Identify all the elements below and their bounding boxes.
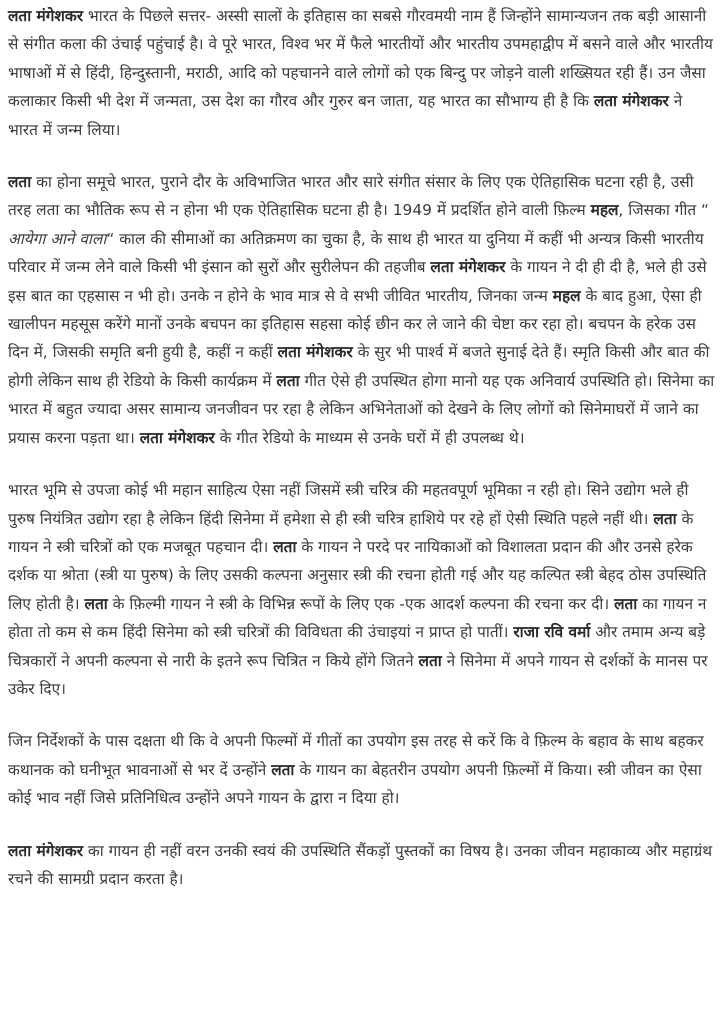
text-run: और तमाम अन्य बड़े चित्रकारों ने अपनी कल्पना से नारी के इतने रूप चित्रित न किये होंगे जितने (8, 623, 706, 670)
bold-phrase: लता (273, 537, 297, 556)
text-run: का गायन ही नहीं वरन उनकी स्वयं की उपस्थिति सैंकड़ों पुस्तकों का विषय है। उनका जीवन महाकाव्य और महाग्रंथ रचने की सामग्री प्रदान करता है। (8, 841, 713, 888)
bold-phrase: लता मंगेशकर (139, 428, 215, 447)
bold-phrase: लता (84, 594, 108, 613)
bold-phrase: महल (552, 286, 581, 305)
bold-phrase: राजा रवि वर्मा (513, 623, 591, 642)
text-run: , जिसका गीत “ (618, 201, 710, 220)
text-run: के गायन ने स्त्री चरित्रों को एक मजबूत पहचान दी। (8, 509, 694, 556)
bold-phrase: लता (276, 371, 300, 390)
text-run: के बाद हुआ, ऐसा ही खालीपन महसूस करेंगे मानों उनके बचपन का इतिहास सहसा कोई छीन कर ले जाने की चेष्टा कर रहा हो। बचपन के हरेक उस दिन में, जिसकी समृति बनी हुयी है, कहीं न कहीं (8, 286, 702, 362)
text-run: के गायन ने परदे पर नायिकाओं को विशालता प्रदान की और उनसे हरेक दर्शक या श्रोता (स्त्री या पुरुष) के लिए उसकी कल्पना अनुसार स्त्री की रचना होती गई और यह कल्पित स्त्री बेहद ठोस उपस्थिति लिए होती है। (8, 537, 707, 613)
text-run: के सुर भी पार्श्व में बजते सुनाई देते हैं। स्मृति किसी और बात की होगी लेकिन साथ ही रेडियो के किसी कार्यक्रम में (8, 343, 710, 390)
text-run: के गीत रेडियो के माध्यम से उनके घरों में ही उपलब्ध थे। (214, 428, 525, 447)
text-run: “ काल की सीमाओं का अतिक्रमण का चुका है, के साथ ही भारत या दुनिया में कहीं भी अन्यत्र किसी भारतीय परिवार में जन्म लेने वाले किसी भी इंसान को सुरों और सुरीलेपन की तहजीब (8, 229, 704, 277)
text-run: गीत ऐसे ही उपस्थित होगा मानो यह एक अनिवार्य उपस्थिति हो। सिनेमा का भारत में बहुत ज्यादा असर सामान्य जनजीवन पर रहा है लेकिन अभिनेताओं को देखने के लिए लोगों को सिनेमाघरों में जाने का प्रयास करना पड़ता था। (8, 371, 715, 447)
text-run: भारत के पिछले सत्तर- अस्सी सालों के इतिहास का सबसे गौरवमयी नाम हैं जिन्होंने सामान्यजन तक बड़ी आसानी से संगीत कला की उंचाई पहुंचाई है। वे पूरे भारत, विश्व भर में फैले भारतीयों और भारतीय उपमहाद्वीप में बसने वाले और भारतीय भाषाओं में से हिंदी, हिन्दुस्तानी, मराठी, आदि को पहचानने वाले लोगों को एक बिन्दु पर जोड़ने वाली शख्सियत रही हैं। उन जैसा कलाकार किसी भी देश में जन्मता, उस देश का गौरव और गुरुर बन जाता, यह भारत का सौभाग्य ही है कि (8, 7, 713, 111)
paragraph-lata-history (8, 168, 717, 452)
text-run: के गायन का बेहतरीन उपयोग अपनी फ़िल्मों में किया। स्त्री जीवन का ऐसा कोई भाव नहीं जिसे प्रतिनिधित्व उन्होंने अपने गायन के द्वारा न दिया हो। (8, 760, 702, 808)
text-run: का होना समूचे भारत, पुराने दौर के अविभाजित भारत और सारे संगीत संसार के लिए एक ऐतिहासिक घटना रही है, उसी तरह लता का भौतिक रूप से न होना भी एक ऐतिहासिक घटना ही है। 1949 में प्रदर्शित होने वाली फ़िल्म (8, 173, 694, 220)
bold-phrase: लता (8, 173, 32, 192)
bold-phrase: लता मंगेशकर (8, 841, 84, 860)
paragraph-intro (8, 2, 717, 144)
text-run: का गायन न होता तो कम से कम हिंदी सिनेमा को स्त्री चरित्रों की विविधता की उंचाइयां न प्राप्त हो पातीं। (8, 594, 707, 642)
bold-phrase: महल (590, 201, 619, 220)
bold-phrase: लता मंगेशकर (593, 92, 669, 111)
text-run: के गायन ने दी ही दी है, भले ही उसे इस बात का एहसास न भी हो। उनके न होने के भाव मात्र से वे सभी जीवित भारतीय, जिनका जन्म (8, 258, 707, 305)
paragraph-female-characters (8, 476, 717, 703)
paragraph-directors (8, 727, 717, 812)
bold-phrase: लता मंगेशकर (277, 343, 353, 362)
bold-phrase: लता मंगेशकर (8, 7, 84, 25)
bold-phrase: लता (418, 651, 442, 670)
text-run: भारत भूमि से उपजा कोई भी महान साहित्य ऐसा नहीं जिसमें स्त्री चरित्र की महतवपूर्ण भूमिका न रही हो। सिने उद्योग भले ही पुरुष नियंत्रित उद्योग रहा है लेकिन हिंदी सिनेमा में हमेशा से ही स्त्री चरित्र हाशिये पर रहे हों ऐसी स्थिति पहले नहीं थी। (8, 481, 689, 528)
bold-phrase: लता (653, 509, 677, 528)
paragraph-conclusion (8, 837, 717, 894)
text-run: ने सिनेमा में अपने गायन से दर्शकों के मानस पर उकेर दिए। (8, 651, 708, 698)
text-run: के फ़िल्मी गायन ने स्त्री के विभिन्न रूपों के लिए एक -एक आदर्श कल्पना की रचना कर दी। (107, 594, 615, 613)
text-run: ने भारत में जन्म लिया। (8, 92, 683, 139)
song-title: आयेगा आने वाला (8, 229, 107, 248)
text-run: जिन निर्देशकों के पास दक्षता थी कि वे अपनी फिल्मों में गीतों का उपयोग इस तरह से करें कि वे फ़िल्म के बहाव के साथ बहकर कथानक को घनीभूत भावनाओं से भर दें उन्होंने (8, 732, 704, 779)
bold-phrase: लता मंगेशकर (430, 258, 506, 277)
bold-phrase: लता (271, 760, 295, 779)
bold-phrase: लता (614, 594, 638, 613)
